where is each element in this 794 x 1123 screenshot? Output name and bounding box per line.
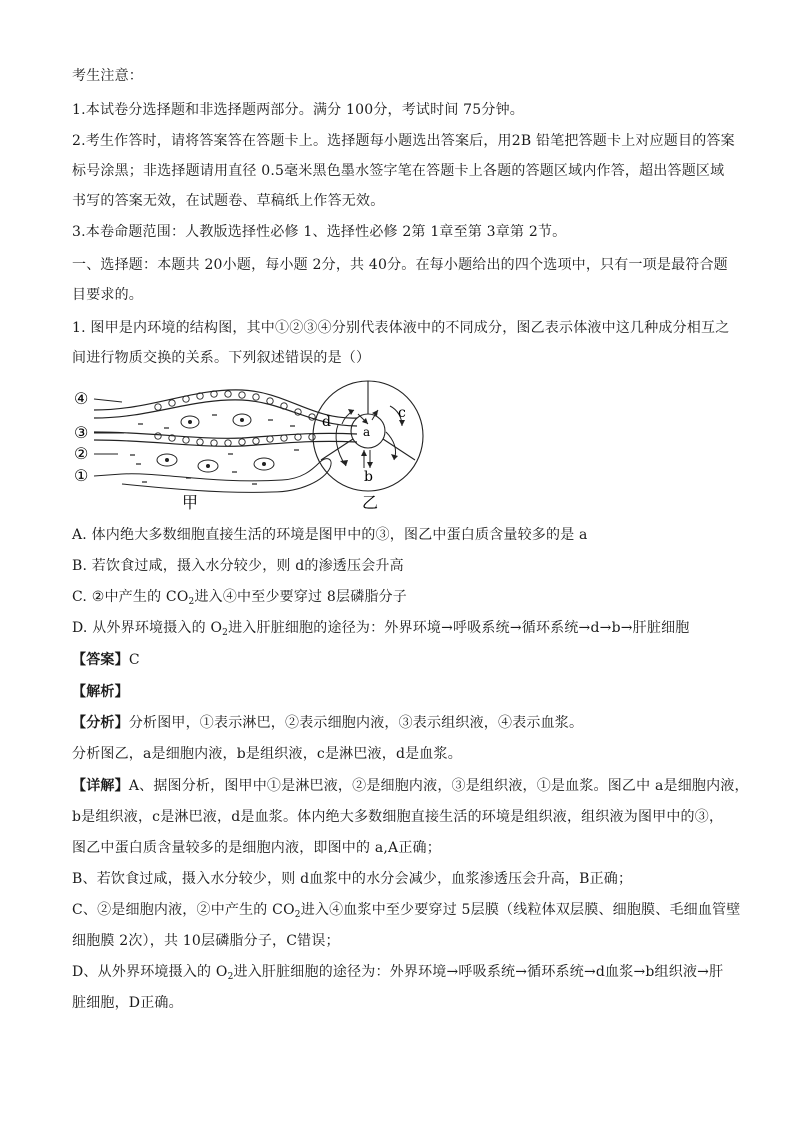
answer-value: C: [128, 652, 140, 668]
leader-line-4: [94, 399, 122, 402]
detail-d2: 脏细胞，D正确。: [72, 995, 183, 1011]
option-c-post: 进入④中至少要穿过 8层磷脂分子: [194, 589, 408, 605]
section-heading-b: 目要求的。: [72, 287, 143, 303]
marker-1: ①: [74, 466, 89, 485]
detail-a2: b是组织液，c是淋巴液，d是血浆。体内绝大多数细胞直接生活的环境是组织液，组织液为图甲中的③，: [72, 809, 724, 825]
figure-svg: [72, 380, 432, 515]
notice-item-3: 3.本卷命题范围：人教版选择性必修 1、选择性必修 2第 1章至第 3章第 2节。: [72, 224, 567, 240]
option-c: [72, 587, 732, 612]
detail-c2: 细胞膜 2次），共 10层磷脂分子，C错误；: [72, 933, 340, 949]
detail-d1-post: 进入肝脏细胞的途径为：外界环境→呼吸系统→循环系统→d血浆→b组织液→肝: [233, 964, 724, 980]
detail-c1: [72, 900, 741, 925]
analyze-text-2: 分析图乙，a是细胞内液，b是组织液，c是淋巴液，d是血浆。: [72, 746, 462, 762]
answer-label: 【答案】: [72, 652, 129, 668]
notice-item-1: 1.本试卷分选择题和非选择题两部分。满分 100分，考试时间 75分钟。: [72, 102, 524, 118]
option-d-sub: 2: [222, 628, 229, 638]
detail-a3: 图乙中蛋白质含量较多的是细胞内液，即图中的 a,A正确；: [72, 840, 441, 856]
question-1-figure: [72, 380, 432, 515]
option-d-pre: D. 从外界环境摄入的 O: [72, 620, 223, 636]
leader-line-1: [94, 474, 122, 476]
question-1-stem-a: 1. 图甲是内环境的结构图，其中①②③④分别代表体液中的不同成分，图乙表示体液中这几种成分相互之: [72, 320, 730, 336]
label-d: d: [322, 414, 331, 430]
label-a: a: [363, 425, 371, 439]
question-1-stem-b: 间进行物质交换的关系。下列叙述错误的是（）: [72, 350, 371, 366]
detail-line-a1: [72, 776, 749, 796]
option-b: B. 若饮食过咸，摄入水分较少，则 d的渗透压会升高: [72, 558, 404, 574]
notice-title: 考生注意：: [72, 68, 143, 84]
label-b: b: [364, 469, 373, 485]
detail-d1-sub: 2: [227, 972, 234, 982]
answer-line: [72, 650, 732, 670]
marker-2: ②: [74, 444, 89, 463]
detail-c1-sub: 2: [294, 910, 301, 920]
option-c-pre: C. ②中产生的 CO: [72, 589, 189, 605]
detail-d1: [72, 962, 732, 987]
tissue-cells: [122, 450, 331, 492]
detail-a1: A、据图分析，图甲中①是淋巴液，②是细胞内液，③是组织液，①是血浆。图乙中 a是细胞内液，: [128, 778, 749, 794]
marker-3: ③: [74, 423, 89, 442]
analyze-label: 【分析】: [72, 715, 129, 731]
analyze-line: [72, 713, 732, 733]
analyze-text: 分析图甲，①表示淋巴，②表示细胞内液，③表示组织液，④表示血浆。: [128, 715, 584, 731]
option-c-sub: 2: [188, 597, 195, 607]
notice-item-2c: 书写的答案无效，在试题卷、草稿纸上作答无效。: [72, 193, 385, 209]
capillary-vessel: [94, 390, 357, 446]
detail-b: B、若饮食过咸，摄入水分较少，则 d血浆中的水分会减少，血浆渗透压会升高，B正确；: [72, 871, 633, 887]
analysis-label: 【解析】: [72, 684, 129, 700]
option-a: A. 体内绝大多数细胞直接生活的环境是图甲中的③，图乙中蛋白质含量较多的是 a: [72, 527, 588, 543]
notice-item-2b: 标号涂黑；非选择题请用直径 0.5毫米黑色墨水签字笔在答题卡上各题的答题区域内作答，超出答题区域: [72, 163, 725, 179]
section-heading-a: 一、选择题：本题共 20小题，每小题 2分，共 40分。在每小题给出的四个选项中，只有一项是最符合题: [72, 257, 728, 273]
detail-c1-post: 进入④血浆中至少要穿过 5层膜（线粒体双层膜、细胞膜、毛细血管壁: [300, 902, 741, 918]
detail-label: 【详解】: [72, 778, 129, 794]
option-d: [72, 618, 732, 643]
detail-c1-pre: C、②是细胞内液，②中产生的 CO: [72, 902, 295, 918]
figure-jia-caption: 甲: [182, 493, 199, 512]
option-d-post: 进入肝脏细胞的途径为：外界环境→呼吸系统→循环系统→d→b→肝脏细胞: [228, 620, 690, 636]
notice-item-2a: 2.考生作答时，请将答案答在答题卡上。选择题每小题选出答案后，用2B 铅笔把答题卡上对应题目的答案: [72, 133, 735, 149]
label-c: c: [398, 405, 406, 421]
marker-4: ④: [74, 389, 89, 408]
figure-yi-caption: 乙: [362, 493, 379, 512]
detail-d1-pre: D、从外界环境摄入的 O: [72, 964, 228, 980]
